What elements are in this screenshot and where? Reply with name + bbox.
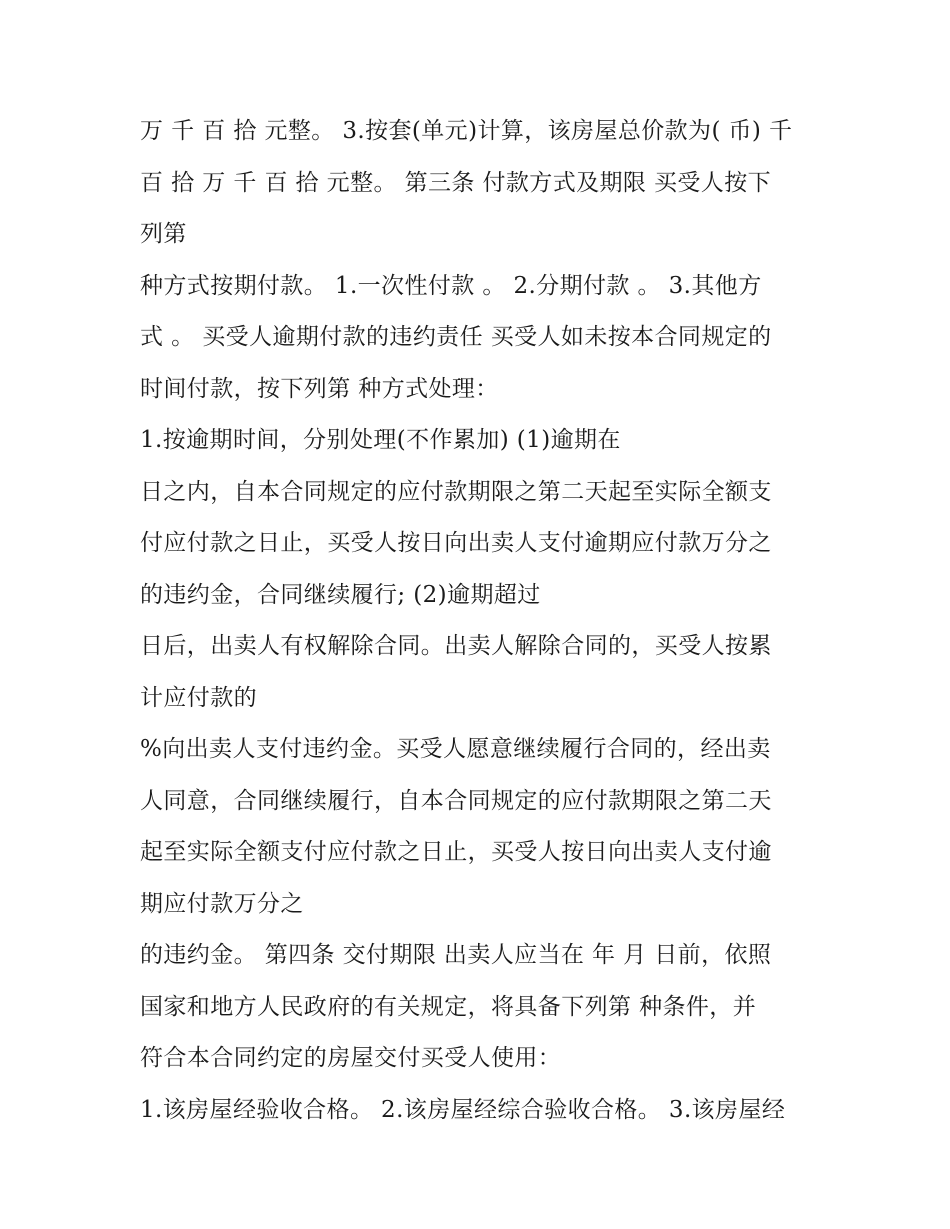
text-line: 列第 (140, 221, 187, 247)
text-line: 的违约金，合同继续履行; (2)逾期超过 (140, 581, 541, 608)
text-line: 百 拾 万 千 百 拾 元整。 第三条 付款方式及期限 买受人按下 (140, 169, 771, 196)
text-line: 1.按逾期时间，分别处理(不作累加) (1)逾期在 (140, 427, 621, 453)
text-line: 1.该房屋经验收合格。 2.该房屋经综合验收合格。 3.该房屋经 (140, 1096, 786, 1123)
text-line: 国家和地方人民政府的有关规定，将具备下列第 种条件，并 (140, 993, 757, 1020)
text-line: 种方式按期付款。 1.一次性付款 。 2.分期付款 。 3.其他方 (140, 272, 762, 299)
text-line: 时间付款，按下列第 种方式处理： (140, 375, 499, 402)
text-line: 日之内，自本合同规定的应付款期限之第二天起至实际全额支 (140, 478, 772, 505)
text-line: 计应付款的 (140, 684, 257, 711)
text-line: 期应付款万分之 (140, 890, 304, 917)
contract-body-text (140, 106, 820, 1136)
text-line: 的违约金。 第四条 交付期限 出卖人应当在 年 月 日前，依照 (140, 942, 772, 968)
text-line: 起至实际全额支付应付款之日止，买受人按日向出卖人支付逾 (140, 839, 772, 865)
text-line: 式 。 买受人逾期付款的违约责任 买受人如未按本合同规定的 (140, 324, 772, 350)
text-line: 日后，出卖人有权解除合同。出卖人解除合同的，买受人按累 (140, 633, 772, 659)
text-line: 符合本合同约定的房屋交付买受人使用： (140, 1045, 562, 1071)
text-line: 人同意，合同继续履行，自本合同规定的应付款期限之第二天 (140, 787, 772, 814)
text-line: %向出卖人支付违约金。买受人愿意继续履行合同的，经出卖 (140, 736, 771, 762)
text-line: 付应付款之日止，买受人按日向出卖人支付逾期应付款万分之 (140, 530, 772, 556)
text-line: 万 千 百 拾 元整。 3.按套(单元)计算，该房屋总价款为( 币) 千 (140, 118, 793, 144)
